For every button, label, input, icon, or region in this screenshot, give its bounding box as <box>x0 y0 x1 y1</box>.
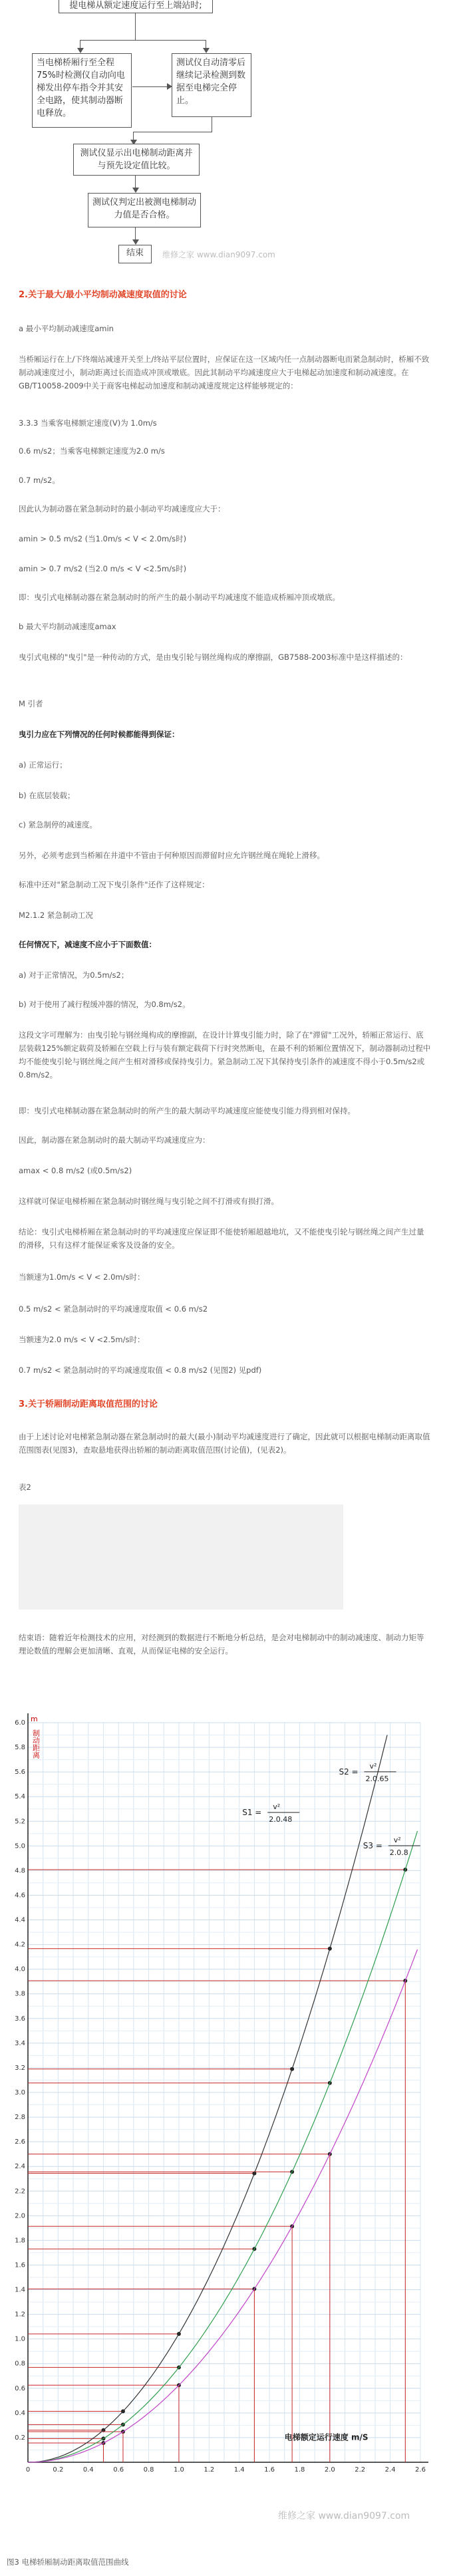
y-tick-label: 1.2 <box>15 2311 25 2319</box>
text-s2-l5: amin > 0.7 m/s2 (当2.0 m/s < V <2.5m/s时) <box>19 564 187 573</box>
series-label-S1: S1 = <box>242 1808 262 1817</box>
text-s2-p1: 当桥厢运行在上/下终端站减速开关至上/终站平层位置时，应保证在这一区域内任一点制动器断电而紧急制动时，桥厢不致制动减速度过小，制动距离过长而造成冲顶或墩底。因此其制动平均减速度应大于电梯起动加速度和制动减速度。在GB/T10058-2009中关于商客电梯起动加速度和制动减速度规定这样能够规定的： <box>19 355 430 390</box>
flow-box-mid2: 测试仪判定出被测电梯制动力值是否合格。 <box>88 193 201 227</box>
series-formula-den: 2.0.65 <box>365 1774 389 1783</box>
y-tick-label: 1.8 <box>15 2237 25 2245</box>
flow-arrow-line <box>135 13 136 40</box>
y-tick-label: 4.2 <box>15 1941 25 1949</box>
text-s2-l10: 0.7 m/s2 < 紧急制动时的平均减速度取值 < 0.8 m/s2 (见图2) 见pdf) <box>19 1365 262 1375</box>
flow-arrow-line <box>132 86 171 87</box>
text-s2-p10: 另外，必须考虑到当桥厢在井道中不管由于何种原因而滞留时应允许钢丝绳在绳轮上滑移。 <box>19 851 325 860</box>
text-s2-p4: 曳引式电梯的"曳引"是一种传动的方式，是由曳引轮与钢丝绳构成的摩擦副，GB7588-2003标准中是这样描述的： <box>19 652 408 662</box>
flow-box-end: 结束 <box>118 245 152 263</box>
y-tick-label: 5.6 <box>15 1769 25 1777</box>
x-tick-label: 0 <box>25 2466 31 2474</box>
text-s2-a: a 最小平均制动减速度amin <box>19 324 114 333</box>
x-tick-label: 0.6 <box>113 2466 124 2474</box>
y-tick-label: 4.0 <box>15 1965 25 1973</box>
text-s2-p16: 这段文字可理解为：由曳引轮与钢丝绳构成的摩擦副，在设计计算曳引能力时，除了在"滞留"工况外，轿厢正常运行、底层装载125%额定载荷及轿厢在空载上行与装有额定载荷下行时突然断电，在最不利的轿厢位置情况下，制动器制动过程中均不能使曳引轮与钢丝绳之间产生相对滑移或保持曳引力。紧急制动工况下其保持曳引条件的减速度不得小于0.5m/s2或0.8m/s2。 <box>19 1030 431 1079</box>
text-s2-l7: 当额速为1.0m/s < V < 2.0m/s时： <box>19 1272 145 1282</box>
text-s2-p18: 因此，制动器在紧急制动时的最大制动平均减速度应为： <box>19 1135 210 1145</box>
text-s3-p2: 结束语：随着近年检测技术的应用，对经测到的数据进行不断地分析总结，是会对电梯制动中的制动减速度、制动力矩等理论数值的理解会更加清晰、直观，从而保证电梯的安全运行。 <box>19 1633 424 1655</box>
flow-arrow-head <box>132 239 139 245</box>
text-s2-p15: b) 对于使用了减行程缓冲器的情况，为0.8m/s2。 <box>19 1000 190 1009</box>
series-formula-num: v² <box>369 1761 377 1771</box>
flow-arrow-line <box>80 40 206 41</box>
y-tick-label: 0.6 <box>15 2384 25 2392</box>
series-label-S2: S2 = <box>339 1767 359 1777</box>
text-s3-p1: 由于上述讨论对电梯紧急制动器在紧急制动时的最大(最小)制动平均减速度进行了确定，因此就可以根据电梯制动距离取值范围图表(见图3)，查取悬地获得出轿厢的制动距离取值范围(讨论值)，(见表2)。 <box>19 1432 430 1455</box>
text-s2-l4: amin > 0.5 m/s2 (当1.0m/s < V < 2.0m/s时) <box>19 534 187 543</box>
text-s2-p3: 即：曳引式电梯制动器在紧急制动时的所产生的最小制动平均减速度不能造成桥厢冲顶或墩底。 <box>19 593 340 602</box>
x-tick-label: 1.4 <box>233 2466 245 2474</box>
text-s2-p11: 标准中还对"紧急制动工况下曳引条件"还作了这样规定： <box>19 880 210 889</box>
y-tick-label: 4.4 <box>15 1916 25 1924</box>
text-s2-p7: a) 正常运行； <box>19 760 67 770</box>
y-tick-label: 2.0 <box>15 2212 25 2220</box>
y-tick-label: 5.2 <box>15 1818 25 1826</box>
y-tick-label: 3.6 <box>15 2015 25 2023</box>
text-s2-p6: 曳引力应在下列情况的任何时候都能得到保证： <box>19 730 180 739</box>
y-tick-label: 2.6 <box>15 2138 25 2146</box>
y-tick-label: 5.8 <box>15 1744 25 1752</box>
text-s2-l2: 0.6 m/s2；当乘客电梯额定速度为2.0 m/s <box>19 446 165 456</box>
y-tick-label: 2.4 <box>15 2163 25 2171</box>
flow-box-right: 测试仪自动清零后继续记录检测到数据至电梯完全停止。 <box>172 53 251 117</box>
y-tick-label: 1.6 <box>15 2261 25 2269</box>
flow-arrow-head <box>132 188 139 193</box>
watermark-top: 维修之家 www.dian9097.com <box>162 250 275 259</box>
series-formula-num: v² <box>393 1836 401 1845</box>
y-tick-label: 3.2 <box>15 2064 25 2072</box>
chart-ticks <box>15 1713 428 2474</box>
text-s2-p2: 因此认为制动器在紧急制动时的最小制动平均减速度应大于： <box>19 504 226 513</box>
y-tick-label: 2.8 <box>15 2114 25 2122</box>
text-s2-l9: 当额速为2.0 m/s < V <2.5m/s时： <box>19 1335 145 1344</box>
flow-arrow-line <box>135 227 136 241</box>
flow-box-mid1: 测试仪显示出电梯制动距离并与预先设定值比较。 <box>73 144 200 176</box>
text-s2-l3: 0.7 m/s2。 <box>19 476 60 485</box>
text-s2-p13: 任何情况下，减速度不应小于下面数值： <box>19 940 156 949</box>
y-tick-label: 0.4 <box>15 2409 25 2417</box>
text-s2-p9: c) 紧急制停的减速度。 <box>19 820 97 829</box>
text-s2-p17: 即：曳引式电梯制动器在紧急制动时的所产生的最大制动平均减速度应能使曳引能力得到相对保持。 <box>19 1106 355 1115</box>
text-s2-p19: 这样就可保证电梯桥厢在紧急制动时钢丝绳与曳引轮之间不打滑或有损打滑。 <box>19 1197 279 1206</box>
series-formula-den: 2.0.8 <box>389 1848 408 1858</box>
y-tick-label: 5.4 <box>15 1793 25 1801</box>
x-tick-label: 1.8 <box>294 2466 305 2474</box>
x-tick-label: 1.6 <box>264 2466 275 2474</box>
flow-arrow-head <box>203 48 210 53</box>
text-s2-p20: 结论：曳引式电梯桥厢在紧急制动时的平均减速度应保证即不能使轿厢超越地坑，又不能使曳引轮与钢丝绳之间产生过量的滑移，只有这样才能保证乘客及设备的安全。 <box>19 1227 424 1250</box>
y-axis-unit: m <box>31 1715 38 1723</box>
y-tick-label: 0.8 <box>15 2360 25 2368</box>
section-2-title: 2.关于最大/最小平均制动减速度取值的讨论 <box>19 290 187 300</box>
y-tick-label: 3.0 <box>15 2089 25 2096</box>
x-tick-label: 2.2 <box>355 2466 366 2474</box>
flow-arrow-line <box>135 176 136 189</box>
text-s2-p14: a) 对于正常情况，为0.5m/s2； <box>19 970 129 980</box>
flow-arrow-head <box>167 83 172 90</box>
x-tick-label: 2.4 <box>384 2466 396 2474</box>
flow-top-box: 提电梯从额定速度运行至上端站时; <box>59 0 213 13</box>
text-s3-table-label: 表2 <box>19 1483 31 1492</box>
text-s2-p12: M2.1.2 紧急制动工况 <box>19 911 93 920</box>
series-formula-den: 2.0.48 <box>269 1815 293 1824</box>
text-s2-p5: M 引者 <box>19 699 43 708</box>
y-tick-label: 4.6 <box>15 1892 25 1900</box>
text-s2-b: b 最大平均制动减速度amax <box>19 622 116 631</box>
x-tick-label: 0.4 <box>82 2466 94 2474</box>
chart-labels <box>31 1715 420 2442</box>
y-tick-label: 2.2 <box>15 2188 25 2196</box>
watermark-bottom: 维修之家 www.dian9097.com <box>278 2511 410 2521</box>
text-s2-p8: b) 在底层装载； <box>19 791 75 800</box>
y-tick-label: 1.4 <box>15 2286 25 2294</box>
y-tick-label: 0.2 <box>15 2434 25 2442</box>
y-axis-label: 制动距离 <box>31 1729 41 1759</box>
x-tick-label: 0.2 <box>53 2466 64 2474</box>
y-tick-label: 3.4 <box>15 2039 25 2047</box>
x-tick-label: 2.0 <box>324 2466 335 2474</box>
text-s2-l6: amax < 0.8 m/s2 (或0.5m/s2) <box>19 1166 132 1175</box>
x-tick-label: 2.6 <box>415 2466 426 2474</box>
x-tick-label: 1.0 <box>173 2466 184 2474</box>
table-2-image <box>19 1504 343 1610</box>
y-tick-label: 3.8 <box>15 1990 25 1998</box>
series-formula-num: v² <box>273 1802 281 1811</box>
section-3-title: 3.关于轿厢制动距离取值范围的讨论 <box>19 1399 158 1409</box>
y-tick-label: 1.0 <box>15 2335 25 2343</box>
braking-distance-chart <box>0 1683 451 2541</box>
x-tick-label: 0.8 <box>143 2466 154 2474</box>
text-s2-l8: 0.5 m/s2 < 紧急制动时的平均减速度取值 < 0.6 m/s2 <box>19 1304 208 1314</box>
x-tick-label: 1.2 <box>204 2466 215 2474</box>
chart-caption: 图3 电梯轿厢制动距离取值范围曲线 <box>7 2557 129 2567</box>
y-tick-label: 6.0 <box>15 1719 25 1727</box>
chart-curves <box>28 1735 418 2463</box>
x-axis-label: 电梯额定运行速度 m/S <box>284 2432 369 2442</box>
y-tick-label: 5.0 <box>15 1842 25 1850</box>
flow-arrow-head <box>77 48 84 53</box>
y-tick-label: 4.8 <box>15 1867 25 1875</box>
series-label-S3: S3 = <box>363 1841 382 1851</box>
flow-box-left: 当电梯桥厢行至全程75%时检测仪自动向电梯发出停车指令并其安全电路，使其制动器断电释放。 <box>32 53 132 128</box>
text-s2-l1: 3.3.3 当乘客电梯额定速度(V)为 1.0m/s <box>19 418 157 428</box>
